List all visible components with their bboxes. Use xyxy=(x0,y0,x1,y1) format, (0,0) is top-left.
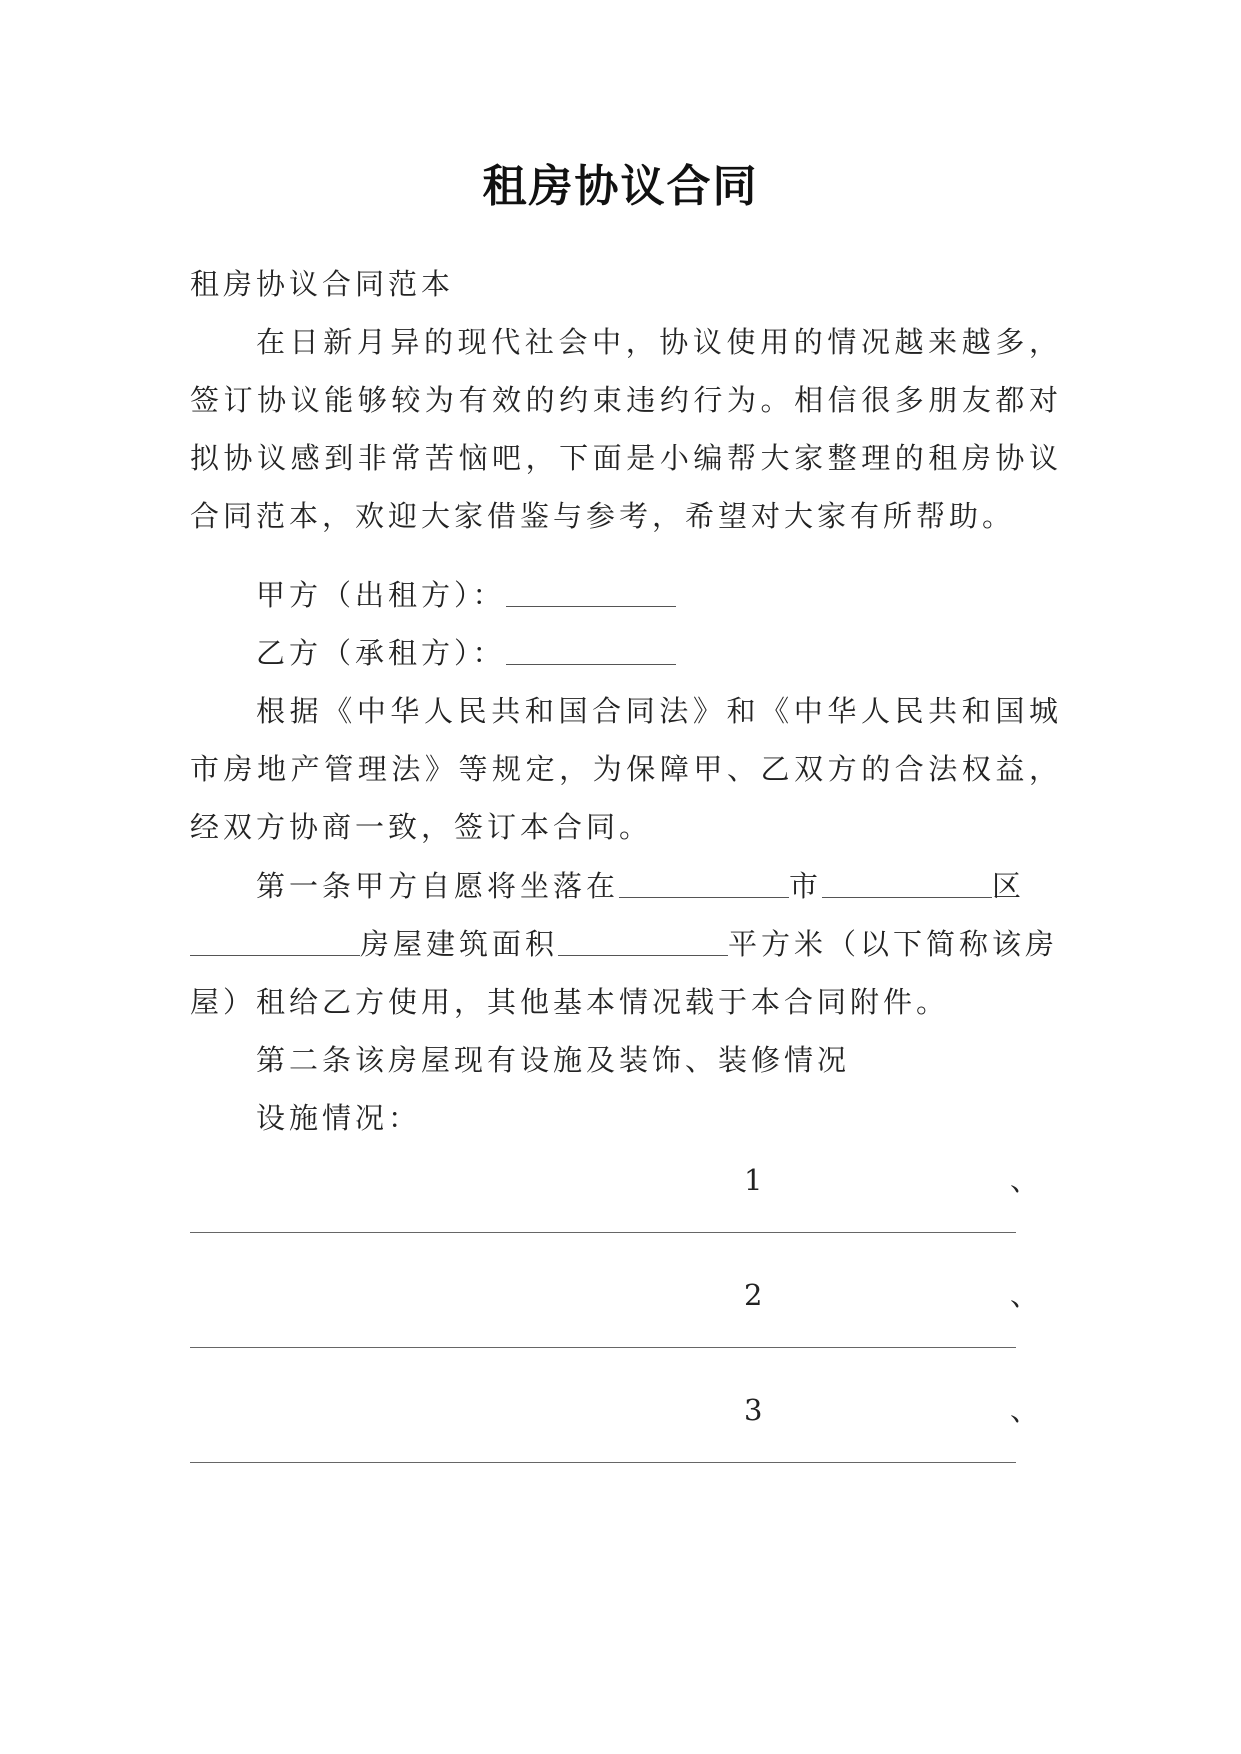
article1-line1 xyxy=(256,857,1060,915)
party-b-label: 乙方（承租方）： xyxy=(256,636,506,670)
document-subtitle: 租房协议合同范本 xyxy=(190,267,455,301)
facility-number-3: 3 xyxy=(744,1393,763,1427)
area-blank[interactable] xyxy=(558,925,728,956)
party-a-blank[interactable] xyxy=(506,576,676,607)
party-a-line xyxy=(256,566,1060,624)
party-b-blank[interactable] xyxy=(506,634,676,665)
article1-text-city: 市 xyxy=(789,869,823,903)
article2-heading: 第二条该房屋现有设施及装饰、装修情况 xyxy=(256,1043,851,1077)
party-a-label: 甲方（出租方）： xyxy=(256,578,506,612)
article1-text-1: 第一条甲方自愿将坐落在 xyxy=(256,869,620,903)
article1-line2 xyxy=(190,915,1060,973)
district-blank[interactable] xyxy=(822,867,992,898)
facility-separator-3: 、 xyxy=(1010,1393,1040,1427)
address-blank[interactable] xyxy=(190,925,360,956)
facility-separator-2: 、 xyxy=(1010,1278,1040,1312)
facility-blank-2[interactable] xyxy=(190,1347,1016,1348)
facility-separator-1: 、 xyxy=(1010,1163,1040,1197)
party-b-line xyxy=(256,624,1060,682)
article1-line3: 屋）租给乙方使用，其他基本情况载于本合同附件。 xyxy=(190,985,950,1019)
article1-text-area: 房屋建筑面积 xyxy=(360,927,559,961)
facility-blank-3[interactable] xyxy=(190,1462,1016,1463)
article1-text-unit: 平方米（以下简称该房 xyxy=(728,927,1059,961)
city-blank[interactable] xyxy=(619,867,789,898)
document-title: 租房协议合同 xyxy=(482,161,759,212)
facility-blank-1[interactable] xyxy=(190,1232,1016,1233)
article1-text-district: 区 xyxy=(992,869,1026,903)
intro-paragraph: 在日新月异的现代社会中，协议使用的情况越来越多，签订协议能够较为有效的约束违约行为。相信很多朋友都对拟协议感到非常苦恼吧，下面是小编帮大家整理的租房协议合同范本，欢迎大家借鉴与参考，希望对大家有所帮助。 xyxy=(190,325,1062,533)
basis-paragraph: 根据《中华人民共和国合同法》和《中华人民共和国城市房地产管理法》等规定，为保障甲、乙双方的合法权益，经双方协商一致，签订本合同。 xyxy=(190,694,1062,844)
facilities-label: 设施情况： xyxy=(256,1101,422,1135)
facility-number-2: 2 xyxy=(744,1278,763,1312)
facility-number-1: 1 xyxy=(744,1163,763,1197)
